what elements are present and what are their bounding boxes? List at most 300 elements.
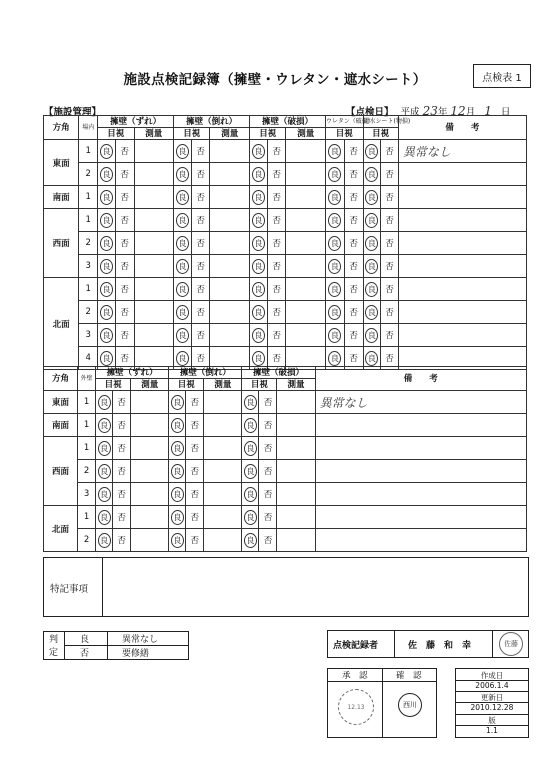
location-number: 2 bbox=[79, 232, 98, 255]
good-mark bbox=[174, 301, 192, 324]
location-number: 3 bbox=[79, 324, 98, 347]
date-day: 1 bbox=[484, 104, 492, 118]
good-mark bbox=[363, 255, 381, 278]
good-circle: 良 bbox=[98, 441, 111, 456]
good-circle: 良 bbox=[171, 464, 184, 479]
table-row bbox=[44, 140, 527, 163]
bad-mark: 否 bbox=[113, 414, 131, 437]
bad-mark: 否 bbox=[259, 414, 277, 437]
measure-cell bbox=[204, 506, 242, 529]
measure-cell bbox=[204, 529, 242, 552]
table-row bbox=[44, 301, 527, 324]
bad-mark: 否 bbox=[115, 255, 134, 278]
good-mark bbox=[174, 163, 192, 186]
measure-cell bbox=[131, 529, 169, 552]
good-mark bbox=[326, 324, 345, 347]
good-circle: 良 bbox=[328, 236, 341, 251]
bad-mark: 否 bbox=[381, 347, 399, 370]
inspection-table-interior bbox=[43, 115, 527, 370]
bad-mark: 否 bbox=[267, 163, 286, 186]
bad-mark: 否 bbox=[115, 140, 134, 163]
good-circle: 良 bbox=[365, 305, 378, 320]
location-number: 2 bbox=[78, 460, 96, 483]
measure-cell bbox=[134, 163, 174, 186]
page-title: 施設点検記録簿（擁壁・ウレタン・遮水シート） bbox=[123, 72, 427, 88]
header-measure: 測量 bbox=[286, 128, 326, 140]
measure-cell bbox=[134, 324, 174, 347]
bad-mark: 否 bbox=[113, 391, 131, 414]
bad-mark: 否 bbox=[344, 324, 363, 347]
measure-cell bbox=[286, 278, 326, 301]
bad-mark: 否 bbox=[186, 506, 204, 529]
good-circle: 良 bbox=[252, 282, 265, 297]
bad-mark: 否 bbox=[344, 186, 363, 209]
table-row bbox=[44, 186, 527, 209]
good-circle: 良 bbox=[176, 328, 189, 343]
remarks-cell bbox=[398, 301, 526, 324]
good-circle: 良 bbox=[365, 190, 378, 205]
confirm-seal: 西川 bbox=[398, 693, 422, 717]
bad-mark: 否 bbox=[381, 324, 399, 347]
bad-mark: 否 bbox=[344, 163, 363, 186]
remarks-cell bbox=[398, 255, 526, 278]
good-mark bbox=[96, 460, 113, 483]
good-circle: 良 bbox=[171, 395, 184, 410]
good-mark bbox=[242, 437, 259, 460]
good-mark bbox=[250, 186, 268, 209]
good-circle: 良 bbox=[100, 351, 113, 366]
judgement-label-bottom: 定 bbox=[49, 648, 59, 658]
good-circle: 良 bbox=[171, 487, 184, 502]
table-row bbox=[44, 529, 527, 552]
table-row bbox=[44, 163, 527, 186]
header-visual: 目視 bbox=[242, 379, 277, 391]
good-mark bbox=[169, 437, 186, 460]
inspection-table-exterior bbox=[43, 366, 527, 552]
bad-mark: 否 bbox=[259, 437, 277, 460]
updated-label: 更新日 bbox=[480, 693, 504, 702]
bad-mark: 否 bbox=[186, 391, 204, 414]
date-day-unit: 日 bbox=[500, 107, 511, 118]
table-row bbox=[44, 483, 527, 506]
location-number: 1 bbox=[79, 209, 98, 232]
bad-mark: 否 bbox=[191, 163, 210, 186]
remarks-cell bbox=[398, 324, 526, 347]
inspector-box bbox=[327, 630, 529, 658]
bad-mark: 否 bbox=[381, 140, 399, 163]
remarks-cell bbox=[315, 414, 526, 437]
bad-mark: 否 bbox=[381, 186, 399, 209]
good-circle: 良 bbox=[365, 167, 378, 182]
measure-cell bbox=[134, 140, 174, 163]
bad-mark: 否 bbox=[115, 347, 134, 370]
bad-mark: 否 bbox=[191, 301, 210, 324]
bad-mark: 否 bbox=[191, 278, 210, 301]
good-mark bbox=[326, 163, 345, 186]
header-visual: 目視 bbox=[174, 128, 210, 140]
good-circle: 良 bbox=[365, 213, 378, 228]
judgement-legend bbox=[43, 631, 189, 660]
good-mark bbox=[96, 506, 113, 529]
header-location: 場内 bbox=[79, 116, 98, 140]
inspector-seal: 佐藤 bbox=[499, 632, 523, 656]
bad-mark: 否 bbox=[344, 255, 363, 278]
location-number: 4 bbox=[79, 347, 98, 370]
direction-cell: 東面 bbox=[44, 140, 79, 186]
good-circle: 良 bbox=[176, 213, 189, 228]
good-circle: 良 bbox=[176, 282, 189, 297]
good-mark bbox=[250, 301, 268, 324]
bad-mark: 否 bbox=[113, 460, 131, 483]
good-circle: 良 bbox=[98, 464, 111, 479]
bad-mark: 否 bbox=[191, 347, 210, 370]
measure-cell bbox=[286, 209, 326, 232]
bad-mark: 否 bbox=[186, 529, 204, 552]
confirm-label: 確 認 bbox=[396, 671, 422, 681]
header-visual: 目視 bbox=[169, 379, 204, 391]
good-circle: 良 bbox=[365, 282, 378, 297]
good-mark bbox=[326, 301, 345, 324]
measure-cell bbox=[286, 255, 326, 278]
location-number: 1 bbox=[79, 186, 98, 209]
date-label: 【点検日】 bbox=[346, 107, 394, 118]
remarks-cell bbox=[398, 209, 526, 232]
location-number: 2 bbox=[79, 163, 98, 186]
location-number: 1 bbox=[78, 437, 96, 460]
good-circle: 良 bbox=[176, 259, 189, 274]
remarks-cell bbox=[398, 163, 526, 186]
good-circle: 良 bbox=[244, 464, 257, 479]
location-number: 1 bbox=[78, 414, 96, 437]
good-circle: 良 bbox=[100, 190, 113, 205]
direction-cell: 南面 bbox=[44, 186, 79, 209]
good-circle: 良 bbox=[176, 190, 189, 205]
date-year-unit: 年 bbox=[437, 107, 448, 118]
measure-cell bbox=[204, 391, 242, 414]
good-mark bbox=[250, 209, 268, 232]
table-row bbox=[44, 391, 527, 414]
version-number: 1.1 bbox=[486, 726, 498, 735]
good-circle: 良 bbox=[328, 259, 341, 274]
remarks-cell bbox=[398, 232, 526, 255]
sheet-number: 点検表 1 bbox=[473, 64, 531, 88]
good-circle: 良 bbox=[252, 259, 265, 274]
header-wall-damage: 擁壁（破損） bbox=[250, 116, 326, 128]
good-mark bbox=[96, 391, 113, 414]
good-circle: 良 bbox=[98, 533, 111, 548]
bad-mark: 否 bbox=[259, 460, 277, 483]
bad-mark: 否 bbox=[113, 529, 131, 552]
updated-date: 2010.12.28 bbox=[470, 703, 514, 712]
bad-mark: 否 bbox=[344, 140, 363, 163]
direction-cell: 西面 bbox=[44, 437, 78, 506]
measure-cell bbox=[131, 414, 169, 437]
table-row bbox=[44, 232, 527, 255]
good-mark bbox=[363, 278, 381, 301]
bad-mark: 否 bbox=[344, 347, 363, 370]
good-circle: 良 bbox=[98, 510, 111, 525]
location-number: 1 bbox=[78, 391, 96, 414]
measure-cell bbox=[210, 140, 250, 163]
good-mark bbox=[363, 186, 381, 209]
measure-cell bbox=[204, 460, 242, 483]
good-circle: 良 bbox=[100, 236, 113, 251]
measure-cell bbox=[210, 301, 250, 324]
good-circle: 良 bbox=[328, 305, 341, 320]
header-visual: 目視 bbox=[250, 128, 286, 140]
bad-mark: 否 bbox=[186, 414, 204, 437]
measure-cell bbox=[210, 186, 250, 209]
measure-cell bbox=[134, 209, 174, 232]
special-notes-label: 特記事項 bbox=[50, 584, 89, 595]
good-circle: 良 bbox=[244, 441, 257, 456]
good-circle: 良 bbox=[244, 418, 257, 433]
location-number: 1 bbox=[79, 278, 98, 301]
bad-mark: 否 bbox=[191, 186, 210, 209]
good-mark bbox=[96, 414, 113, 437]
good-circle: 良 bbox=[328, 282, 341, 297]
approve-label: 承 認 bbox=[342, 671, 368, 681]
good-circle: 良 bbox=[252, 190, 265, 205]
judgement-bad-desc: 要修繕 bbox=[122, 649, 150, 659]
measure-cell bbox=[277, 437, 315, 460]
bad-mark: 否 bbox=[344, 232, 363, 255]
table-row bbox=[44, 278, 527, 301]
good-circle: 良 bbox=[365, 328, 378, 343]
judgement-bad: 否 bbox=[80, 649, 90, 659]
bad-mark: 否 bbox=[381, 232, 399, 255]
bad-mark: 否 bbox=[267, 186, 286, 209]
bad-mark: 否 bbox=[267, 324, 286, 347]
good-circle: 良 bbox=[171, 418, 184, 433]
measure-cell bbox=[210, 232, 250, 255]
header-measure: 測量 bbox=[210, 128, 250, 140]
good-mark bbox=[326, 186, 345, 209]
good-mark bbox=[169, 483, 186, 506]
good-mark bbox=[242, 483, 259, 506]
good-mark bbox=[326, 140, 345, 163]
date-era: 平成 bbox=[400, 107, 420, 118]
table-row bbox=[44, 209, 527, 232]
good-mark bbox=[98, 278, 116, 301]
good-circle: 良 bbox=[244, 533, 257, 548]
good-mark bbox=[98, 232, 116, 255]
remarks-cell bbox=[315, 391, 526, 414]
remarks-cell bbox=[315, 460, 526, 483]
remarks-cell bbox=[398, 140, 526, 163]
remarks-cell bbox=[398, 186, 526, 209]
measure-cell bbox=[277, 391, 315, 414]
measure-cell bbox=[210, 163, 250, 186]
special-notes-box bbox=[43, 557, 529, 617]
good-mark bbox=[169, 460, 186, 483]
good-mark bbox=[98, 324, 116, 347]
good-circle: 良 bbox=[171, 510, 184, 525]
table-row bbox=[44, 255, 527, 278]
bad-mark: 否 bbox=[267, 255, 286, 278]
good-mark bbox=[363, 232, 381, 255]
measure-cell bbox=[286, 140, 326, 163]
measure-cell bbox=[134, 301, 174, 324]
bad-mark: 否 bbox=[186, 483, 204, 506]
good-mark bbox=[242, 414, 259, 437]
good-circle: 良 bbox=[244, 395, 257, 410]
document-info bbox=[455, 668, 529, 738]
good-circle: 良 bbox=[176, 167, 189, 182]
good-circle: 良 bbox=[176, 236, 189, 251]
good-mark bbox=[250, 232, 268, 255]
good-mark bbox=[242, 460, 259, 483]
bad-mark: 否 bbox=[259, 483, 277, 506]
bad-mark: 否 bbox=[115, 232, 134, 255]
bad-mark: 否 bbox=[115, 324, 134, 347]
remarks-cell bbox=[315, 483, 526, 506]
measure-cell bbox=[134, 232, 174, 255]
header-direction: 方角 bbox=[44, 116, 79, 140]
good-circle: 良 bbox=[252, 236, 265, 251]
good-circle: 良 bbox=[252, 213, 265, 228]
section-label: 【施設管理】 bbox=[44, 107, 102, 118]
good-circle: 良 bbox=[328, 328, 341, 343]
good-mark bbox=[250, 163, 268, 186]
bad-mark: 否 bbox=[267, 301, 286, 324]
good-circle: 良 bbox=[252, 305, 265, 320]
header-measure: 測量 bbox=[204, 379, 242, 391]
direction-cell: 東面 bbox=[44, 391, 78, 414]
good-circle: 良 bbox=[176, 351, 189, 366]
bad-mark: 否 bbox=[259, 529, 277, 552]
measure-cell bbox=[131, 460, 169, 483]
good-circle: 良 bbox=[100, 213, 113, 228]
bad-mark: 否 bbox=[113, 483, 131, 506]
good-mark bbox=[242, 529, 259, 552]
good-mark bbox=[250, 140, 268, 163]
measure-cell bbox=[131, 437, 169, 460]
bad-mark: 否 bbox=[113, 506, 131, 529]
good-mark bbox=[174, 186, 192, 209]
approve-stamp: 12.13 bbox=[338, 689, 374, 725]
bad-mark: 否 bbox=[381, 255, 399, 278]
header-wall-tilt: 擁壁（倒れ） bbox=[174, 116, 250, 128]
judgement-good: 良 bbox=[80, 635, 90, 645]
good-circle: 良 bbox=[171, 441, 184, 456]
measure-cell bbox=[277, 529, 315, 552]
inspector-name: 佐 藤 和 幸 bbox=[408, 641, 472, 651]
header-remarks: 備 考 bbox=[315, 367, 526, 391]
table-row bbox=[44, 414, 527, 437]
direction-cell: 南面 bbox=[44, 414, 78, 437]
created-date: 2006.1.4 bbox=[475, 681, 509, 690]
bad-mark: 否 bbox=[381, 209, 399, 232]
good-mark bbox=[169, 529, 186, 552]
measure-cell bbox=[131, 506, 169, 529]
bad-mark: 否 bbox=[191, 140, 210, 163]
bad-mark: 否 bbox=[191, 209, 210, 232]
header-wall-shift: 擁壁（ずれ） bbox=[96, 367, 169, 379]
location-number: 1 bbox=[79, 140, 98, 163]
good-circle: 良 bbox=[171, 533, 184, 548]
header-location: 外壁 bbox=[78, 367, 96, 391]
created-label: 作成日 bbox=[480, 671, 504, 680]
good-circle: 良 bbox=[176, 144, 189, 159]
good-circle: 良 bbox=[328, 144, 341, 159]
header-wall-shift: 擁壁（ずれ） bbox=[98, 116, 174, 128]
header-wall-tilt: 擁壁（倒れ） bbox=[169, 367, 242, 379]
good-mark bbox=[250, 278, 268, 301]
good-circle: 良 bbox=[176, 305, 189, 320]
bad-mark: 否 bbox=[381, 278, 399, 301]
bad-mark: 否 bbox=[344, 301, 363, 324]
header-water-sheet: 遮水シート(物損) bbox=[363, 116, 398, 128]
location-number: 1 bbox=[78, 506, 96, 529]
good-circle: 良 bbox=[100, 144, 113, 159]
remarks-cell bbox=[315, 506, 526, 529]
good-mark bbox=[98, 163, 116, 186]
good-mark bbox=[174, 278, 192, 301]
date-month: 12 bbox=[450, 104, 466, 118]
good-circle: 良 bbox=[328, 167, 341, 182]
good-circle: 良 bbox=[365, 259, 378, 274]
header-measure: 測量 bbox=[134, 128, 174, 140]
good-mark bbox=[174, 140, 192, 163]
bad-mark: 否 bbox=[259, 391, 277, 414]
good-circle: 良 bbox=[328, 351, 341, 366]
good-mark bbox=[169, 414, 186, 437]
good-circle: 良 bbox=[252, 351, 265, 366]
bad-mark: 否 bbox=[267, 347, 286, 370]
judgement-good-desc: 異常なし bbox=[122, 635, 159, 645]
good-mark bbox=[174, 209, 192, 232]
remarks-cell bbox=[315, 529, 526, 552]
table-row bbox=[44, 506, 527, 529]
measure-cell bbox=[134, 186, 174, 209]
good-mark bbox=[96, 529, 113, 552]
measure-cell bbox=[210, 255, 250, 278]
table-row bbox=[44, 437, 527, 460]
measure-cell bbox=[204, 414, 242, 437]
good-mark bbox=[174, 232, 192, 255]
header-visual: 目視 bbox=[363, 128, 398, 140]
good-circle: 良 bbox=[328, 190, 341, 205]
bad-mark: 否 bbox=[267, 278, 286, 301]
location-number: 2 bbox=[79, 301, 98, 324]
inspector-label: 点検記録者 bbox=[333, 641, 379, 651]
measure-cell bbox=[277, 414, 315, 437]
bad-mark: 否 bbox=[115, 209, 134, 232]
good-mark bbox=[98, 255, 116, 278]
header-measure: 測量 bbox=[131, 379, 169, 391]
good-mark bbox=[96, 437, 113, 460]
good-circle: 良 bbox=[100, 282, 113, 297]
good-mark bbox=[363, 163, 381, 186]
date-month-unit: 月 bbox=[465, 107, 476, 118]
direction-cell: 北面 bbox=[44, 278, 79, 370]
bad-mark: 否 bbox=[113, 437, 131, 460]
good-circle: 良 bbox=[98, 395, 111, 410]
header-visual: 目視 bbox=[98, 128, 134, 140]
location-number: 2 bbox=[78, 529, 96, 552]
measure-cell bbox=[210, 209, 250, 232]
good-mark bbox=[98, 186, 116, 209]
header-visual: 目視 bbox=[326, 128, 363, 140]
location-number: 3 bbox=[79, 255, 98, 278]
measure-cell bbox=[277, 506, 315, 529]
good-mark bbox=[326, 278, 345, 301]
good-mark bbox=[96, 483, 113, 506]
measure-cell bbox=[210, 278, 250, 301]
measure-cell bbox=[286, 186, 326, 209]
judgement-label-top: 判 bbox=[49, 635, 59, 645]
